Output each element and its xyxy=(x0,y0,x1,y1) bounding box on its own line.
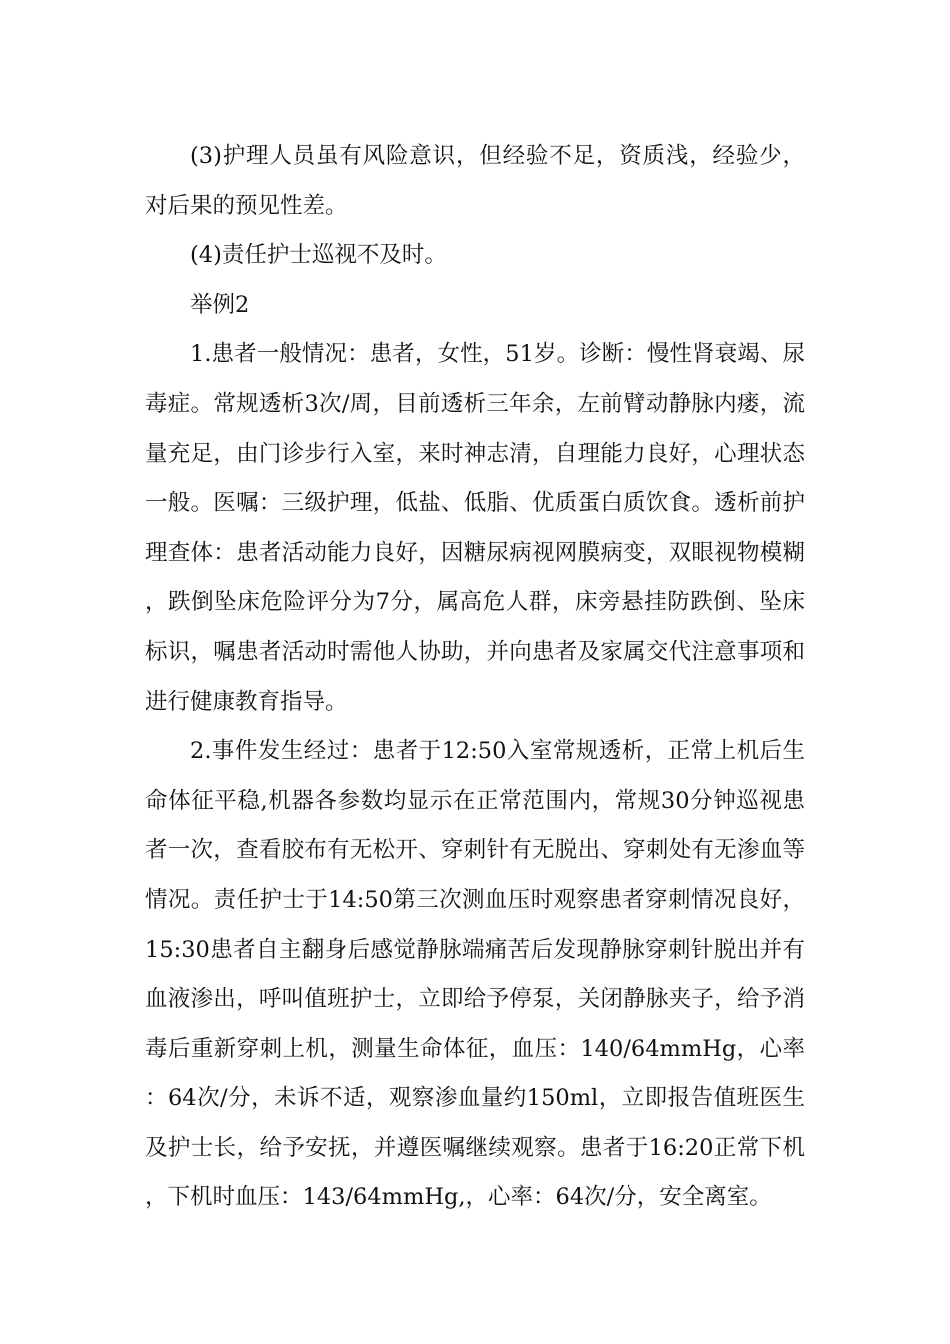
paragraph-event-process: 2.事件发生经过：患者于12:50入室常规透析，正常上机后生命体征平稳,机器各参数均显示在正常范围内，常规30分钟巡视患者一次，查看胶布有无松开、穿刺针有无脱出、穿刺处有无渗血等情况。责任护士于14:50第三次测血压时观察患者穿刺情况良好，15:30患者自主翻身后感觉静脉端痛苦后发现静脉穿刺针脱出并有血液渗出，呼叫值班护士，立即给予停泵，关闭静脉夹子，给予消毒后重新穿刺上机，测量生命体征，血压：140/64mmHg，心率：64次/分，未诉不适，观察渗血量约150ml，立即报告值班医生及护士长，给予安抚，并遵医嘱继续观察。患者于16:20正常下机，下机时血压：143/64mmHg,，心率：64次/分，安全离室。 xyxy=(145,738,805,1211)
paragraph-risk-awareness: (3)护理人员虽有风险意识，但经验不足，资质浅，经验少，对后果的预见性差。 xyxy=(145,143,805,219)
document-body xyxy=(145,132,805,1223)
section-heading: 举例2 xyxy=(190,291,250,318)
paragraph-patrol: (4)责任护士巡视不及时。 xyxy=(190,242,447,269)
paragraph-patient-info: 1.患者一般情况：患者，女性，51岁。诊断：慢性肾衰竭、尿毒症。常规透析3次/周，目前透析三年余，左前臂动静脉内瘘，流量充足，由门诊步行入室，来时神志清，自理能力良好，心理状态一般。医嘱：三级护理，低盐、低脂、优质蛋白质饮食。透析前护理查体：患者活动能力良好，因糖尿病视网膜病变，双眼视物模糊，跌倒坠床危险评分为7分，属高危人群，床旁悬挂防跌倒、坠床标识，嘱患者活动时需他人协助，并向患者及家属交代注意事项和进行健康教育指导。 xyxy=(145,341,805,715)
